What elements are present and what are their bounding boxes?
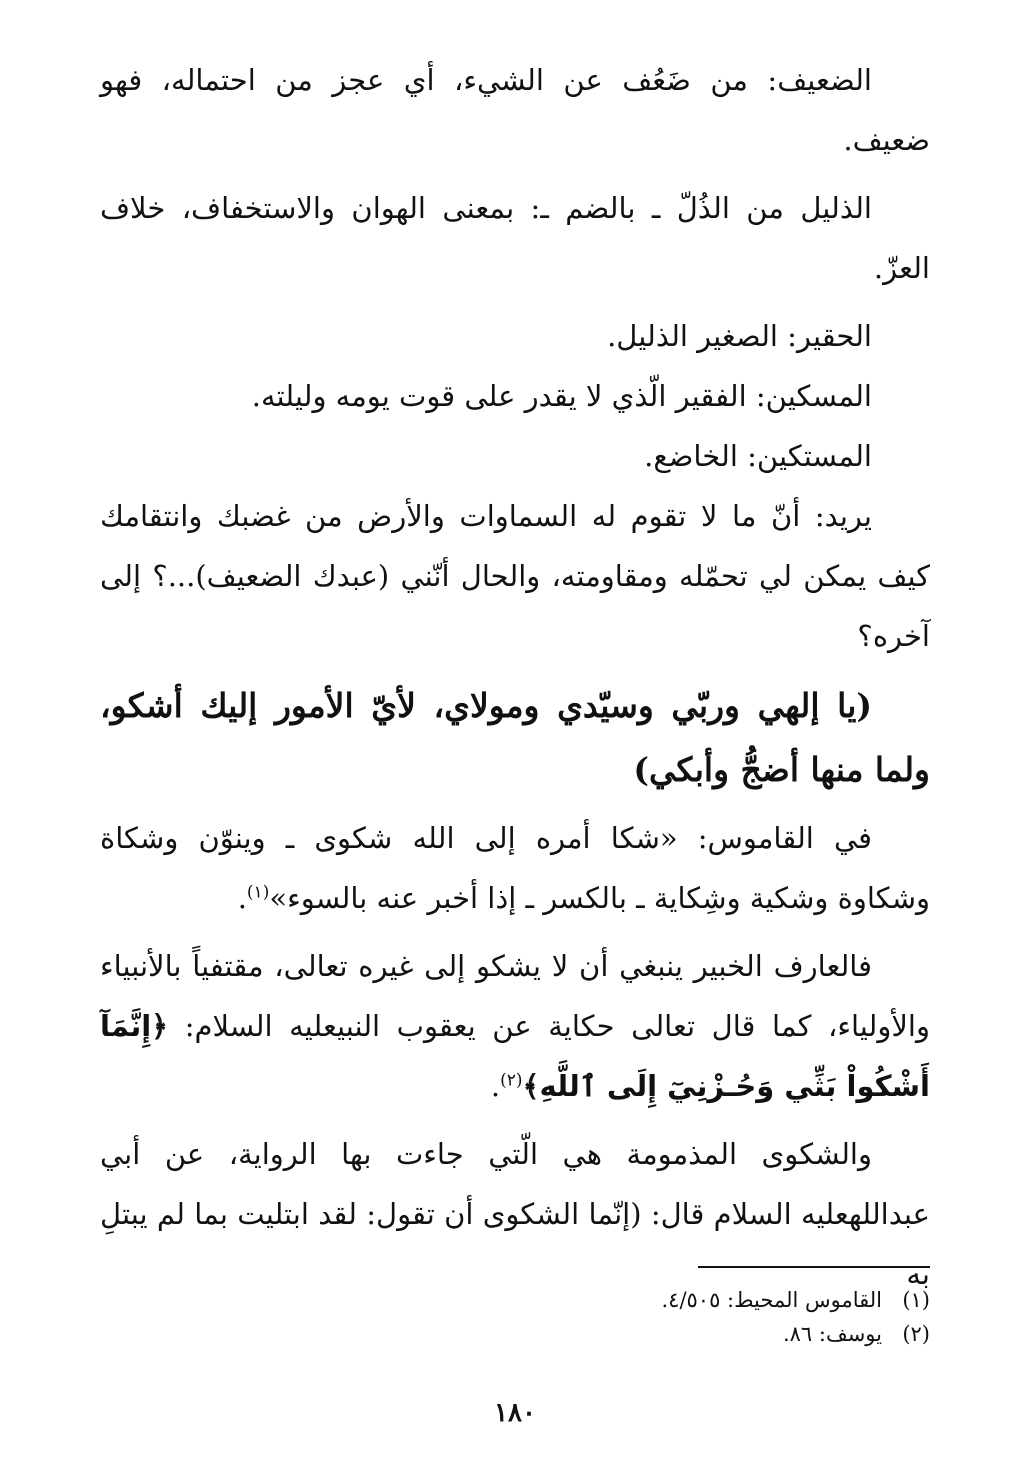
arif-paragraph (100, 936, 930, 1116)
footnote-text: يوسف: ٨٦. (782, 1322, 882, 1346)
page-body (100, 50, 930, 1312)
footnotes (100, 1283, 930, 1351)
footnote-ref-2: (٢) (500, 1070, 523, 1091)
footnote-ref-1: (١) (246, 882, 270, 903)
footnote-1 (100, 1283, 930, 1317)
arif-text: فالعارف الخبير ينبغي أن لا يشكو إلى غيره تعالى، مقتفياً بالأنبياء والأولياء، كما قال تعالى حكاية عن يعقوب النبيعليه السلام: (100, 949, 930, 1043)
definition-humble: المستكين: الخاضع. (644, 439, 872, 473)
page-number: ١٨٠ (494, 1398, 536, 1428)
definition-poor: المسكين: الفقير الّذي لا يقدر على قوت يومه وليلته. (251, 379, 872, 413)
definition-lowly: الذليل من الذُلّ ـ بالضم ـ: بمعنى الهوان والاستخفاف، خلاف العزّ. (100, 191, 930, 285)
footnote-number: (١) (902, 1288, 930, 1312)
supplication-heading: (يا إلهي وربّي وسيّدي ومولاي، لأيّ الأمور إليك أشكو، ولما منها أضجُّ وأبكي) (100, 686, 930, 789)
qamus-text: في القاموس: «شكا أمره إلى الله شكوى ـ وينوّن وشكاة وشكاوة وشكية وشِكاية ـ بالكسر ـ إذا أخبر عنه بالسوء» (100, 821, 930, 915)
explanation-paragraph: يريد: أنّ ما لا تقوم له السماوات والأرض من غضبك وانتقامك كيف يمكن لي تحمّله ومقاومته، والحال أنّني (عبدك الضعيف)...؟ إلى آخره؟ (100, 499, 930, 653)
footnote-text: القاموس المحيط: ٤/٥٠٥. (661, 1288, 882, 1312)
arif-end: . (490, 1069, 501, 1103)
footnote-2 (100, 1317, 930, 1351)
quran-verse: ﴿إِنَّمَآ أَشْكُواْ بَثِّي وَحُـزْنِيٓ إِلَى ٱللَّهِ﴾ (100, 1009, 930, 1103)
definition-weak: الضعيف: من ضَعُف عن الشيء، أي عجز من احتماله، فهو ضعيف. (100, 63, 930, 157)
qamus-paragraph (100, 808, 930, 928)
qamus-end: . (237, 881, 247, 915)
footnote-divider (698, 1266, 930, 1268)
footnote-number: (٢) (902, 1322, 930, 1346)
definition-despised: الحقير: الصغير الذليل. (607, 319, 872, 353)
shakwa-paragraph: والشكوى المذمومة هي الّتي جاءت بها الرواية، عن أبي عبداللهعليه السلام قال: (إنّما الشكوى أن تقول: لقد ابتليت بما لم يبتلِ به (100, 1137, 930, 1291)
